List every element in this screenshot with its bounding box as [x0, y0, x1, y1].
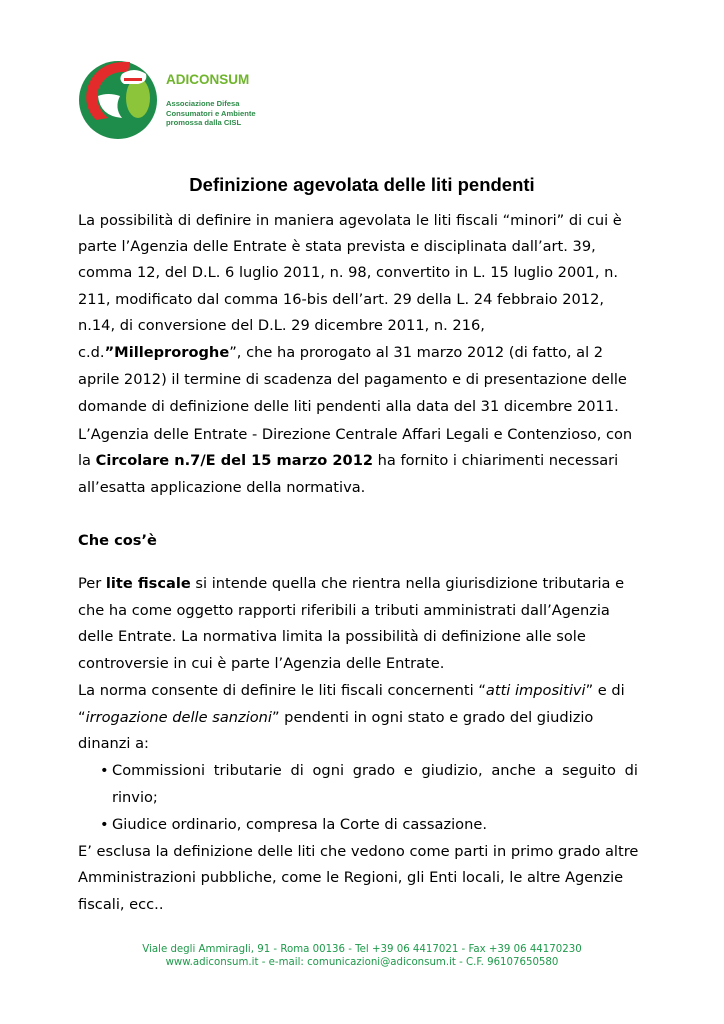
bullet-icon: •	[100, 762, 109, 779]
text-line: delle Entrate. La normativa limita la possibilità di definizione alle sole	[78, 628, 586, 645]
text: si intende quella che rientra nella giurisdizione tributaria e	[190, 575, 625, 592]
text-line: all’esatta applicazione della normativa.	[78, 479, 366, 496]
text-line	[78, 344, 603, 362]
section-heading: Che cos’è	[78, 532, 157, 549]
text: la	[78, 452, 96, 469]
brand-tagline	[166, 99, 256, 128]
tagline-line: promossa dalla CISL	[166, 118, 242, 127]
text: ha fornito i chiarimenti necessari	[373, 452, 619, 469]
bullet-word: grado	[352, 762, 396, 779]
text-line: fiscali, ecc..	[78, 896, 164, 913]
footer-contacts: www.adiconsum.it - e-mail: comunicazioni@adiconsum.it - C.F. 96107650580	[165, 957, 559, 968]
brand-name: ADICONSUM	[166, 72, 250, 87]
bullet-word: giudizio,	[421, 762, 483, 779]
bold-text: lite fiscale	[105, 575, 191, 592]
text: ”, che ha prorogato al 31 marzo 2012 (di fatto, al 2	[229, 344, 604, 361]
bullet-icon: •	[100, 816, 109, 833]
tagline-line: Associazione Difesa	[166, 99, 240, 108]
adiconsum-logo-icon	[78, 56, 158, 140]
text-line: n.14, di conversione del D.L. 29 dicembre 2011, n. 216,	[78, 317, 485, 334]
text-line: 211, modificato dal comma 16-bis dell’art. 29 della L. 24 febbraio 2012,	[78, 291, 604, 308]
text-line: domande di definizione delle liti pendenti alla data del 31 dicembre 2011.	[78, 398, 619, 415]
circular-reference: Circolare n.7/E del 15 marzo 2012	[95, 452, 374, 469]
footer-address: Viale degli Ammiragli, 91 - Roma 00136 - Tel +39 06 4417021 - Fax +39 06 44170230	[142, 944, 582, 955]
bullet-continuation: rinvio;	[112, 789, 158, 806]
italic-text: atti impositivi	[485, 682, 586, 699]
italic-text: irrogazione delle sanzioni	[85, 709, 272, 726]
bullet-word: ogni	[312, 762, 344, 779]
text-line: comma 12, del D.L. 6 luglio 2011, n. 98, convertito in L. 15 luglio 2001, n.	[78, 264, 618, 281]
bullet-word: e	[403, 762, 413, 779]
bullet-word: tributarie	[213, 762, 282, 779]
bold-text: ”Milleproroghe	[104, 344, 230, 361]
document-title: Definizione agevolata delle liti pendenti	[189, 174, 535, 195]
bullet-word: di	[290, 762, 304, 779]
text: ” e di	[585, 682, 625, 699]
text-line: dinanzi a:	[78, 735, 149, 752]
text-line: parte l’Agenzia delle Entrate è stata prevista e disciplinata dall’art. 39,	[78, 238, 596, 255]
text: “	[78, 709, 86, 726]
text-line: E’ esclusa la definizione delle liti che vedono come parti in primo grado altre	[78, 843, 639, 860]
bullet-item	[112, 762, 638, 780]
bullet-word: seguito	[562, 762, 616, 779]
bullet-word: anche	[491, 762, 536, 779]
bullet-word: a	[544, 762, 554, 779]
text: Per	[78, 575, 106, 592]
text: c.d.	[78, 344, 105, 361]
text-line: che ha come oggetto rapporti riferibili a tributi amministrati dall’Agenzia	[78, 602, 610, 619]
bullet-word: di	[624, 762, 638, 779]
text-line: La possibilità di definire in maniera agevolata le liti fiscali “minori” di cui è	[78, 212, 622, 229]
text-line: controversie in cui è parte l’Agenzia delle Entrate.	[78, 655, 445, 672]
text-line: Amministrazioni pubbliche, come le Regioni, gli Enti locali, le altre Agenzie	[78, 869, 624, 886]
text-line	[78, 709, 593, 727]
bullet-word: Commissioni	[112, 762, 206, 779]
text-line	[78, 682, 625, 700]
text-line	[78, 575, 624, 593]
bullet-item: Giudice ordinario, compresa la Corte di cassazione.	[112, 816, 487, 833]
tagline-line: Consumatori e Ambiente	[166, 108, 256, 118]
text-line: aprile 2012) il termine di scadenza del pagamento e di presentazione delle	[78, 371, 627, 388]
text-line	[78, 452, 618, 470]
text: ” pendenti in ogni stato e grado del giudizio	[271, 709, 594, 726]
text: La norma consente di definire le liti fiscali concernenti “	[78, 682, 486, 699]
text-line: L’Agenzia delle Entrate - Direzione Centrale Affari Legali e Contenzioso, con	[78, 426, 633, 443]
